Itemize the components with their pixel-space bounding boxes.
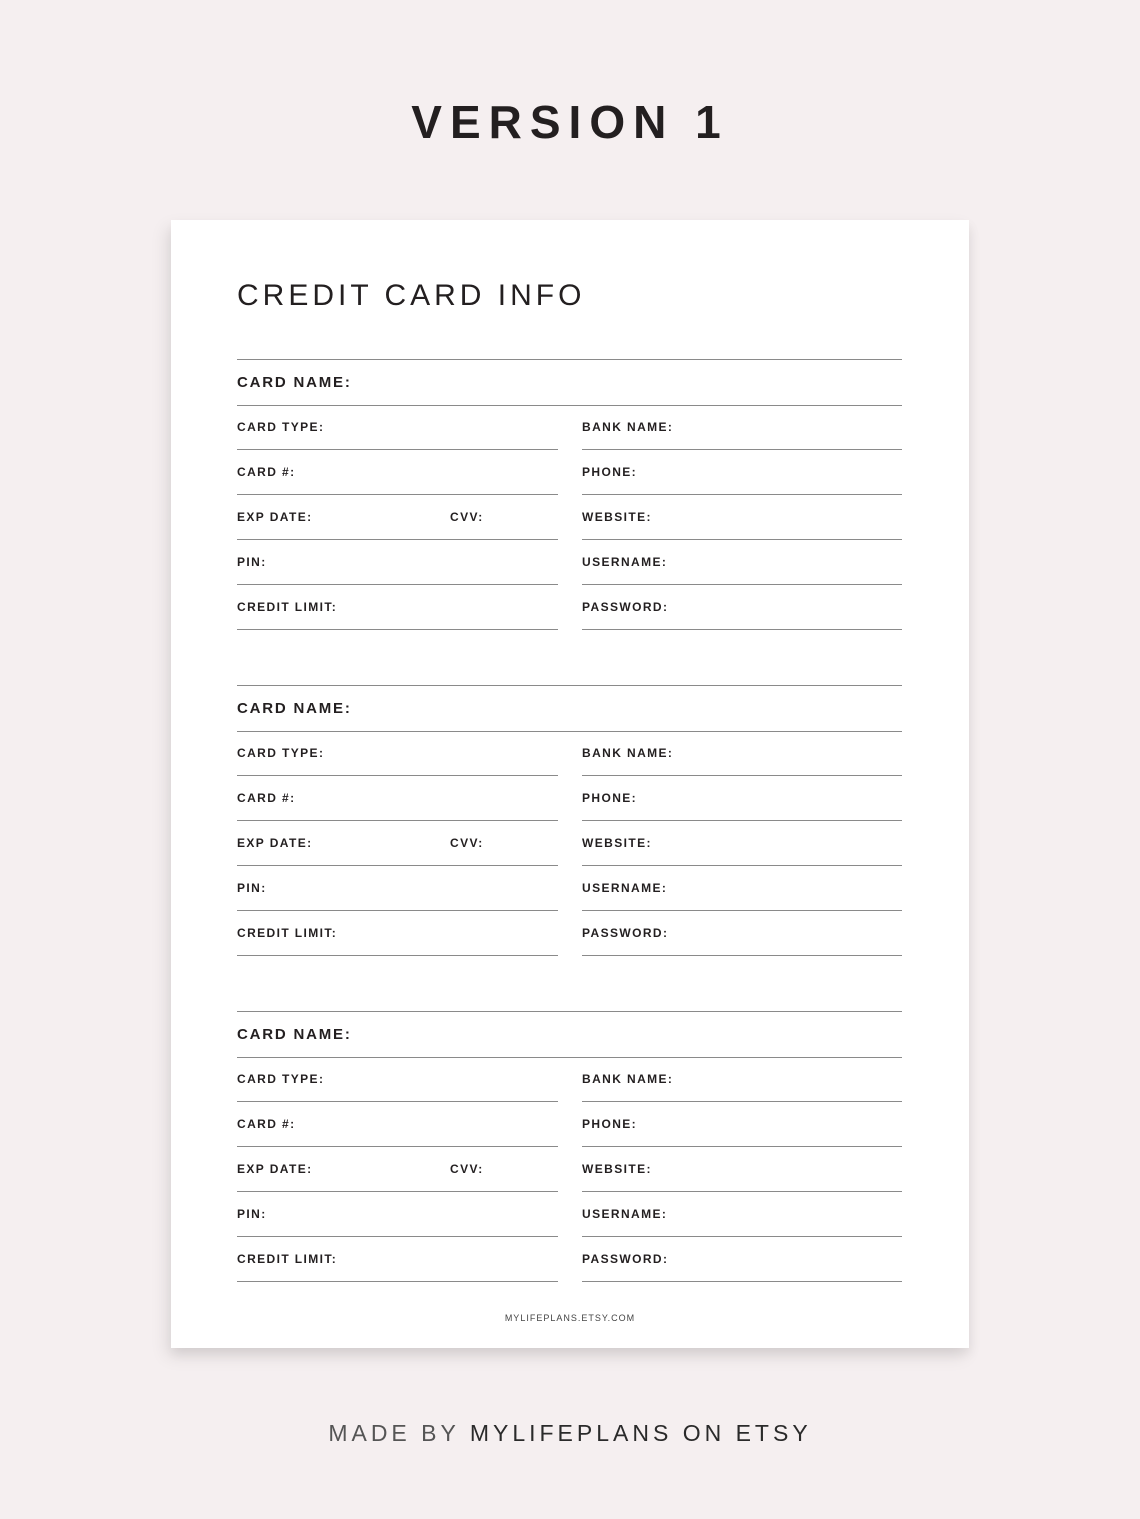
card-type-field[interactable] — [237, 731, 558, 776]
password-label: PASSWORD: — [582, 1252, 669, 1266]
credit-limit-field[interactable] — [237, 585, 558, 630]
phone-field[interactable] — [582, 776, 902, 821]
card-entry-1 — [237, 359, 902, 631]
username-field[interactable] — [582, 866, 902, 911]
pin-label: PIN: — [237, 881, 267, 895]
card-type-field[interactable] — [237, 1057, 558, 1102]
website-label: WEBSITE: — [582, 510, 652, 524]
made-by-label: MADE BY — [328, 1420, 460, 1446]
bank-name-field[interactable] — [582, 1057, 902, 1102]
bank-name-field[interactable] — [582, 731, 902, 776]
card-number-field[interactable] — [237, 776, 558, 821]
credit-limit-field[interactable] — [237, 1237, 558, 1282]
username-label: USERNAME: — [582, 881, 668, 895]
card-type-label: CARD TYPE: — [237, 1072, 325, 1086]
credit-card-info-sheet — [171, 220, 969, 1348]
card-number-label: CARD #: — [237, 1117, 296, 1131]
card-number-field[interactable] — [237, 1102, 558, 1147]
card-name-field[interactable] — [237, 359, 902, 406]
exp-date-label: EXP DATE: — [237, 1162, 313, 1176]
exp-date-cvv-field[interactable] — [237, 495, 558, 540]
bank-name-label: BANK NAME: — [582, 1072, 674, 1086]
username-field[interactable] — [582, 1192, 902, 1237]
exp-date-label: EXP DATE: — [237, 510, 313, 524]
exp-date-cvv-field[interactable] — [237, 1147, 558, 1192]
card-number-label: CARD #: — [237, 791, 296, 805]
card-name-label: CARD NAME: — [237, 1026, 352, 1043]
sheet-footer: MYLIFEPLANS.ETSY.COM — [504, 1313, 636, 1323]
card-name-label: CARD NAME: — [237, 374, 352, 391]
bank-name-field[interactable] — [582, 405, 902, 450]
website-label: WEBSITE: — [582, 836, 652, 850]
credit-limit-label: CREDIT LIMIT: — [237, 926, 338, 940]
password-label: PASSWORD: — [582, 600, 669, 614]
credit-limit-field[interactable] — [237, 911, 558, 956]
bank-name-label: BANK NAME: — [582, 746, 674, 760]
card-name-field[interactable] — [237, 685, 902, 732]
password-field[interactable] — [582, 911, 902, 956]
sheet-title: CREDIT CARD INFO — [237, 279, 586, 312]
website-label: WEBSITE: — [582, 1162, 652, 1176]
password-field[interactable] — [582, 585, 902, 630]
pin-label: PIN: — [237, 1207, 267, 1221]
password-label: PASSWORD: — [582, 926, 669, 940]
credit-limit-label: CREDIT LIMIT: — [237, 1252, 338, 1266]
phone-label: PHONE: — [582, 791, 638, 805]
card-entry-3 — [237, 1011, 902, 1283]
made-by-credit — [0, 1420, 1140, 1447]
username-label: USERNAME: — [582, 555, 668, 569]
pin-label: PIN: — [237, 555, 267, 569]
pin-field[interactable] — [237, 1192, 558, 1237]
card-type-label: CARD TYPE: — [237, 420, 325, 434]
phone-label: PHONE: — [582, 465, 638, 479]
pin-field[interactable] — [237, 866, 558, 911]
username-field[interactable] — [582, 540, 902, 585]
card-type-field[interactable] — [237, 405, 558, 450]
card-type-label: CARD TYPE: — [237, 746, 325, 760]
phone-field[interactable] — [582, 450, 902, 495]
bank-name-label: BANK NAME: — [582, 420, 674, 434]
card-number-label: CARD #: — [237, 465, 296, 479]
website-field[interactable] — [582, 1147, 902, 1192]
exp-date-cvv-field[interactable] — [237, 821, 558, 866]
website-field[interactable] — [582, 495, 902, 540]
phone-field[interactable] — [582, 1102, 902, 1147]
exp-date-label: EXP DATE: — [237, 836, 313, 850]
brand-name: MYLIFEPLANS ON ETSY — [469, 1420, 812, 1446]
pin-field[interactable] — [237, 540, 558, 585]
cvv-label: CVV: — [450, 836, 484, 850]
cvv-label: CVV: — [450, 510, 484, 524]
username-label: USERNAME: — [582, 1207, 668, 1221]
card-name-label: CARD NAME: — [237, 700, 352, 717]
version-title: VERSION 1 — [411, 96, 729, 148]
credit-limit-label: CREDIT LIMIT: — [237, 600, 338, 614]
card-entry-2 — [237, 685, 902, 957]
card-name-field[interactable] — [237, 1011, 902, 1058]
password-field[interactable] — [582, 1237, 902, 1282]
phone-label: PHONE: — [582, 1117, 638, 1131]
card-number-field[interactable] — [237, 450, 558, 495]
website-field[interactable] — [582, 821, 902, 866]
cvv-label: CVV: — [450, 1162, 484, 1176]
